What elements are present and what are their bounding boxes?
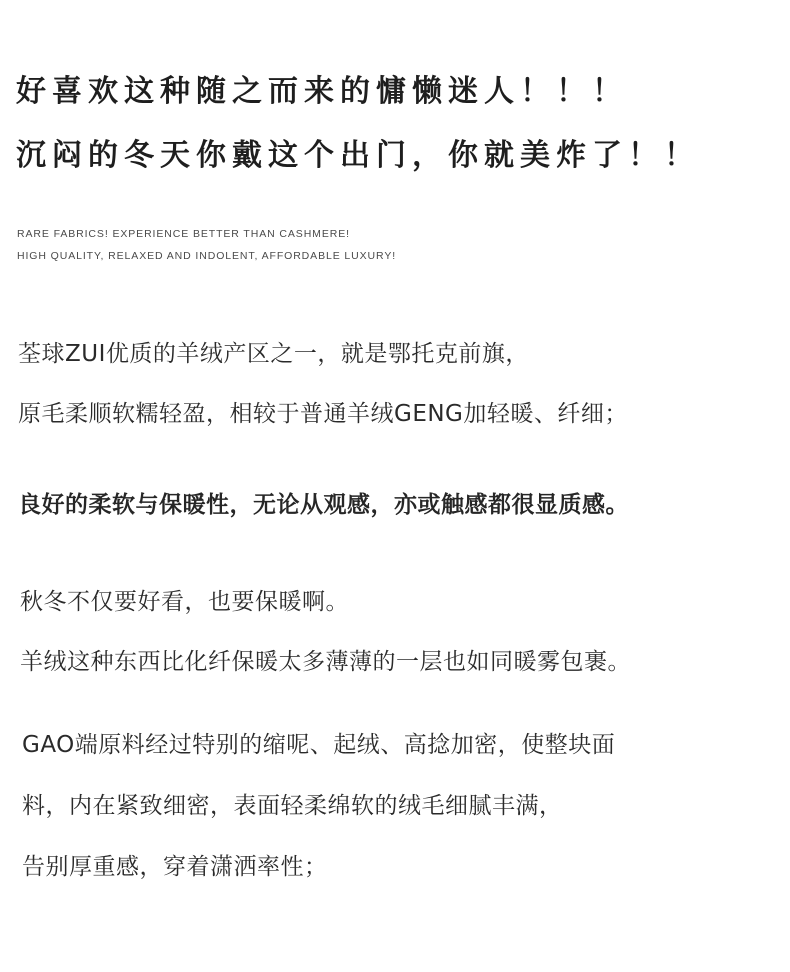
paragraph-1-line-2: 原毛柔顺软糯轻盈，相较于普通羊绒GENG加轻暖、纤细； xyxy=(18,401,628,427)
headline-line-2: 沉闷的冬天你戴这个出门，你就美炸了！！ xyxy=(16,138,700,173)
paragraph-2-line-1: 秋冬不仅要好看，也要保暖啊。 xyxy=(20,589,349,615)
subtitle-line-1: RARE FABRICS! EXPERIENCE BETTER THAN CASHMERE! xyxy=(17,228,350,240)
paragraph-3-line-3: 告别厚重感，穿着潇洒率性； xyxy=(22,854,328,880)
subtitle-line-2: HIGH QUALITY, RELAXED AND INDOLENT, AFFORDABLE LUXURY! xyxy=(17,250,397,262)
paragraph-2-line-2: 羊绒这种东西比化纤保暖太多薄薄的一层也如同暖雾包裹。 xyxy=(20,649,631,675)
paragraph-3-line-2: 料，内在紧致细密，表面轻柔绵软的绒毛细腻丰满， xyxy=(22,793,563,819)
paragraph-3-line-1: GAO端原料经过特别的缩呢、起绒、高捻加密，使整块面 xyxy=(22,732,616,758)
headline-line-1: 好喜欢这种随之而来的慵懒迷人！！！ xyxy=(16,74,628,109)
paragraph-1-line-1: 荃球ZUI优质的羊绒产区之一，就是鄂托克前旗， xyxy=(18,341,529,367)
highlight-line: 良好的柔软与保暖性，无论从观感，亦或触感都很显质感。 xyxy=(18,492,629,518)
